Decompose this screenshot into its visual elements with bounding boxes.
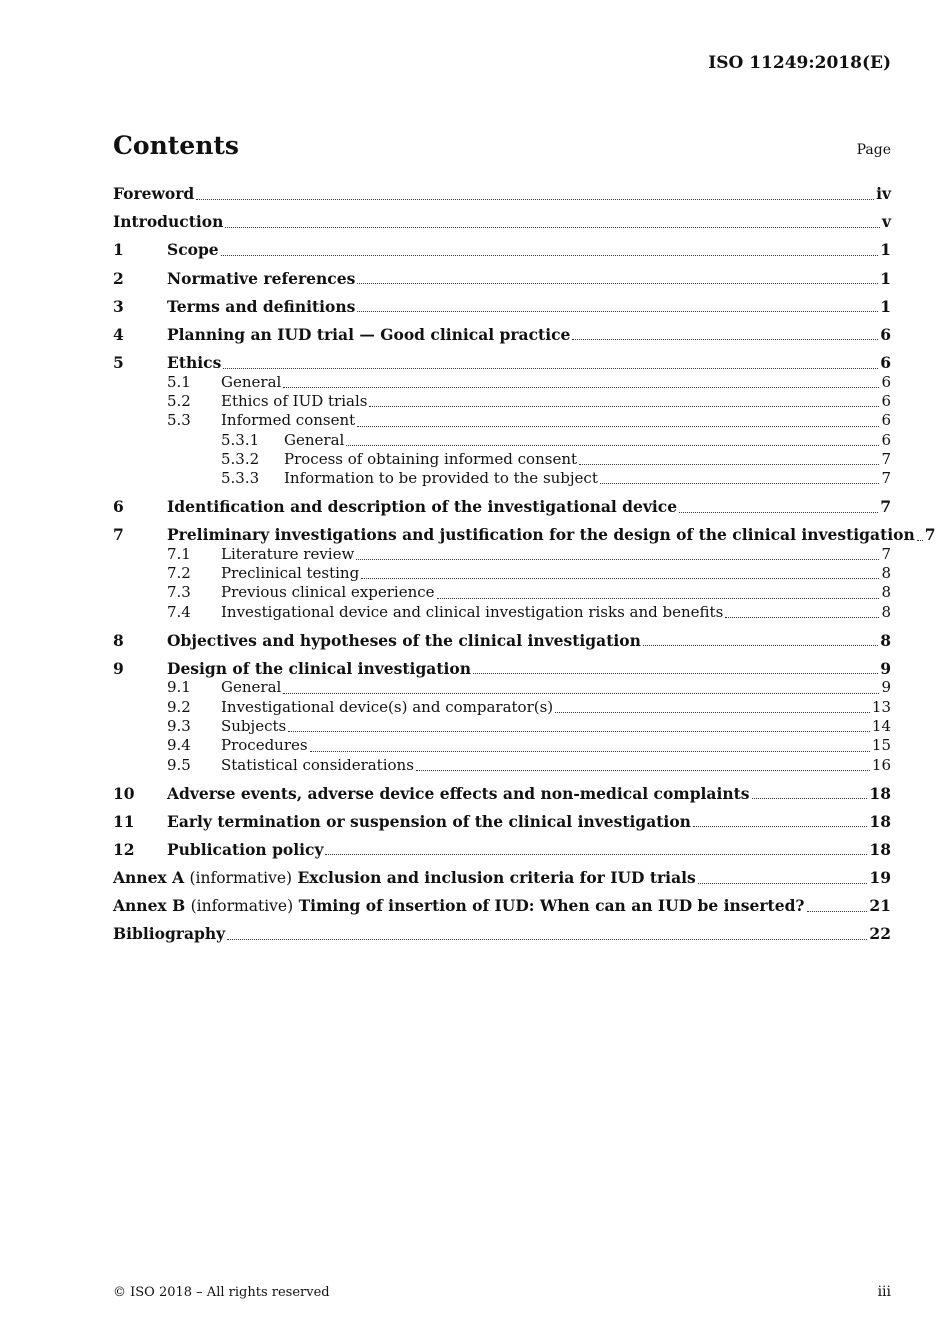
toc-entry-page: 1 — [880, 268, 891, 288]
toc-entry-page: 7 — [881, 544, 891, 563]
toc-entry[interactable] — [113, 698, 891, 717]
toc-entry-number: 9 — [113, 658, 124, 678]
toc-entry[interactable] — [113, 545, 891, 564]
toc-entry[interactable] — [113, 924, 891, 944]
footer-copyright: © ISO 2018 – All rights reserved — [113, 1285, 330, 1300]
toc-entry-number: 9.2 — [167, 697, 191, 716]
toc-entry-number: 9.3 — [167, 716, 191, 735]
toc-entry-title: Procedures — [221, 736, 308, 755]
toc-entry[interactable] — [113, 269, 891, 289]
toc-entry-page: 13 — [871, 697, 891, 716]
toc-entry-page: 7 — [881, 449, 891, 468]
annex-label: Annex B — [113, 896, 186, 916]
toc-entry[interactable] — [113, 431, 891, 450]
toc-entry-page: 6 — [880, 324, 891, 344]
toc-entry-page: 9 — [880, 658, 891, 678]
toc-entry-title: Bibliography — [113, 924, 226, 944]
toc-entry[interactable] — [113, 353, 891, 373]
toc-entry[interactable] — [113, 784, 891, 804]
toc-entry-page: 6 — [881, 430, 891, 449]
toc-entry-page: 18 — [869, 811, 891, 831]
toc-entry-title: Planning an IUD trial — Good clinical practice — [167, 324, 571, 344]
toc-entry-title: Foreword — [113, 184, 195, 203]
toc-entry-title: Early termination or suspension of the clinical investigation — [167, 811, 691, 831]
toc-entry-title — [113, 896, 805, 917]
toc-entry-number: 5.3.2 — [221, 449, 260, 468]
toc-entry-title: Normative references — [167, 268, 356, 288]
toc-entry-title: Design of the clinical investigation — [167, 658, 471, 678]
dot-leader — [357, 310, 878, 312]
toc-entry[interactable] — [113, 840, 891, 860]
dot-leader — [643, 644, 878, 646]
toc-entry[interactable] — [113, 603, 891, 622]
toc-entry-number: 1 — [113, 240, 124, 260]
dot-leader — [283, 692, 879, 694]
toc-entry-page: 18 — [869, 783, 891, 803]
toc-entry[interactable] — [113, 717, 891, 736]
toc-entry[interactable] — [113, 659, 891, 679]
dot-leader — [437, 597, 880, 599]
toc-entry-title: Investigational device and clinical investigation risks and benefits — [221, 602, 724, 621]
annex-note: (informative) — [190, 897, 294, 916]
dot-leader — [725, 616, 879, 618]
toc-entry[interactable] — [113, 450, 891, 469]
toc-entry-page: 7 — [881, 469, 891, 488]
toc-entry[interactable] — [113, 497, 891, 517]
dot-leader — [416, 769, 870, 771]
toc-entry-title: General — [221, 372, 282, 391]
toc-entry-title: Publication policy — [167, 839, 324, 859]
toc-entry[interactable] — [113, 631, 891, 651]
toc-entry-title: Objectives and hypotheses of the clinical investigation — [167, 630, 641, 650]
toc-entry[interactable] — [113, 392, 891, 411]
toc-entry-number: 9.4 — [167, 736, 191, 755]
toc-entry-title: Ethics of IUD trials — [221, 391, 368, 410]
toc-entry[interactable] — [113, 812, 891, 832]
toc-entry-number: 5.1 — [167, 372, 191, 391]
toc-entry-number: 7.4 — [167, 602, 191, 621]
toc-entry-page: 6 — [881, 391, 891, 410]
dot-leader — [357, 282, 878, 284]
toc-entry-number: 9.1 — [167, 678, 191, 697]
toc-entry-number: 3 — [113, 296, 124, 316]
toc-entry-number: 5.3.1 — [221, 430, 260, 449]
toc-entry[interactable] — [113, 678, 891, 697]
toc-entry-title — [113, 868, 696, 889]
dot-leader — [288, 730, 870, 732]
toc-entry-number: 5.3.3 — [221, 469, 260, 488]
toc-entry-page: 9 — [881, 678, 891, 697]
toc-entry-title: Identification and description of the investigational device — [167, 497, 678, 517]
dot-leader — [752, 797, 868, 799]
dot-leader — [221, 254, 879, 256]
toc-entry-number: 5.3 — [167, 411, 191, 430]
toc-entry-page: 8 — [881, 602, 891, 621]
toc-entry-page: 18 — [869, 839, 891, 859]
document-code: ISO 11249:2018(E) — [708, 53, 891, 73]
toc-entry-page: 6 — [880, 353, 891, 373]
toc-entry-title: Terms and definitions — [167, 296, 356, 316]
contents-title: Contents — [113, 131, 240, 160]
dot-leader — [356, 558, 879, 560]
dot-leader — [227, 938, 867, 940]
dot-leader — [693, 825, 867, 827]
dot-leader — [473, 672, 878, 674]
toc-entry-title: Scope — [167, 240, 219, 260]
toc-entry-page: 8 — [880, 630, 891, 650]
toc-entry[interactable] — [113, 212, 891, 232]
dot-leader — [223, 367, 878, 369]
dot-leader — [572, 338, 878, 340]
dot-leader — [225, 226, 880, 228]
dot-leader — [807, 910, 868, 912]
toc-entry-title: Investigational device(s) and comparator(s) — [221, 697, 554, 716]
dot-leader — [310, 750, 870, 752]
toc-entry-number: 4 — [113, 324, 124, 344]
dot-leader — [600, 482, 880, 484]
toc-entry-page: 6 — [881, 411, 891, 430]
toc-entry-number: 7.1 — [167, 544, 191, 563]
toc-entry-page: 15 — [871, 736, 891, 755]
toc-entry-number: 9.5 — [167, 755, 191, 774]
toc-entry[interactable] — [113, 583, 891, 602]
toc-entry-number: 6 — [113, 497, 124, 517]
toc-entry-number: 10 — [113, 783, 135, 803]
toc-entry[interactable] — [113, 297, 891, 317]
toc-entry-number: 5 — [113, 353, 124, 373]
toc-entry-number: 8 — [113, 630, 124, 650]
toc-entry-title: Statistical considerations — [221, 755, 414, 774]
toc-entry-number: 5.2 — [167, 391, 191, 410]
dot-leader — [346, 444, 879, 446]
toc-entry[interactable] — [113, 896, 891, 916]
annex-note: (informative) — [189, 869, 293, 888]
toc-entry-page: 8 — [881, 583, 891, 602]
dot-leader — [283, 386, 879, 388]
toc-entry-page: 22 — [869, 924, 891, 944]
toc-entry-page: 7 — [924, 525, 936, 545]
toc-entry[interactable] — [113, 240, 891, 260]
toc-entry[interactable] — [113, 373, 891, 392]
dot-leader — [357, 425, 879, 427]
toc-entry-title: Information to be provided to the subject — [284, 469, 598, 488]
dot-leader — [196, 198, 874, 200]
toc-entry-page: 14 — [871, 716, 891, 735]
toc-entry-page: 21 — [869, 896, 891, 916]
annex-label: Annex A — [113, 868, 185, 888]
toc-entry-title: Introduction — [113, 212, 224, 232]
toc-entry[interactable] — [113, 736, 891, 755]
dot-leader — [579, 463, 879, 465]
toc-entry-title: Ethics — [167, 353, 222, 373]
dot-leader — [361, 577, 879, 579]
toc-entry-number: 12 — [113, 839, 135, 859]
toc-entry-page: 16 — [871, 755, 891, 774]
toc-entry-title: Adverse events, adverse device effects and non-medical complaints — [167, 783, 750, 803]
toc-entry-number: 11 — [113, 811, 135, 831]
toc-entry[interactable] — [113, 756, 891, 775]
toc-entry-number: 2 — [113, 268, 124, 288]
page-column-label: Page — [856, 142, 891, 158]
toc-entry-page: 6 — [881, 372, 891, 391]
annex-title: Exclusion and inclusion criteria for IUD trials — [297, 868, 696, 888]
toc-entry[interactable] — [113, 525, 936, 545]
annex-title: Timing of insertion of IUD: When can an IUD be inserted? — [298, 896, 805, 916]
toc-entry-page: 1 — [880, 240, 891, 260]
toc-entry-page: v — [881, 212, 891, 232]
dot-leader — [325, 853, 867, 855]
toc-entry[interactable] — [113, 564, 891, 583]
toc-entry-title: Previous clinical experience — [221, 583, 435, 602]
toc-entry-number: 7 — [113, 525, 124, 545]
footer-page-number: iii — [877, 1284, 891, 1300]
dot-leader — [698, 882, 868, 884]
toc-entry-title: Preliminary investigations and justification for the design of the clinical investigation — [167, 525, 915, 545]
dot-leader — [369, 405, 879, 407]
dot-leader — [679, 511, 878, 513]
toc-entry-title: Informed consent — [221, 411, 356, 430]
toc-entry-page: 8 — [881, 564, 891, 583]
toc-entry-page: 1 — [880, 296, 891, 316]
toc-entry[interactable] — [113, 411, 891, 430]
toc-entry-number: 7.3 — [167, 583, 191, 602]
toc-entry[interactable] — [113, 469, 891, 488]
toc-entry-title: Process of obtaining informed consent — [284, 449, 578, 468]
toc-entry-title: Preclinical testing — [221, 564, 360, 583]
table-of-contents — [113, 184, 936, 944]
toc-entry-page: 19 — [869, 868, 891, 888]
dot-leader — [917, 539, 923, 541]
toc-entry[interactable] — [113, 184, 891, 204]
toc-entry-title: Subjects — [221, 716, 287, 735]
toc-entry[interactable] — [113, 868, 891, 888]
toc-entry-page: 7 — [880, 497, 891, 517]
dot-leader — [555, 711, 870, 713]
toc-entry-number: 7.2 — [167, 564, 191, 583]
toc-entry-title: General — [284, 430, 345, 449]
toc-entry-page: iv — [876, 184, 891, 203]
toc-entry-title: General — [221, 678, 282, 697]
toc-entry[interactable] — [113, 325, 891, 345]
toc-entry-title: Literature review — [221, 544, 355, 563]
